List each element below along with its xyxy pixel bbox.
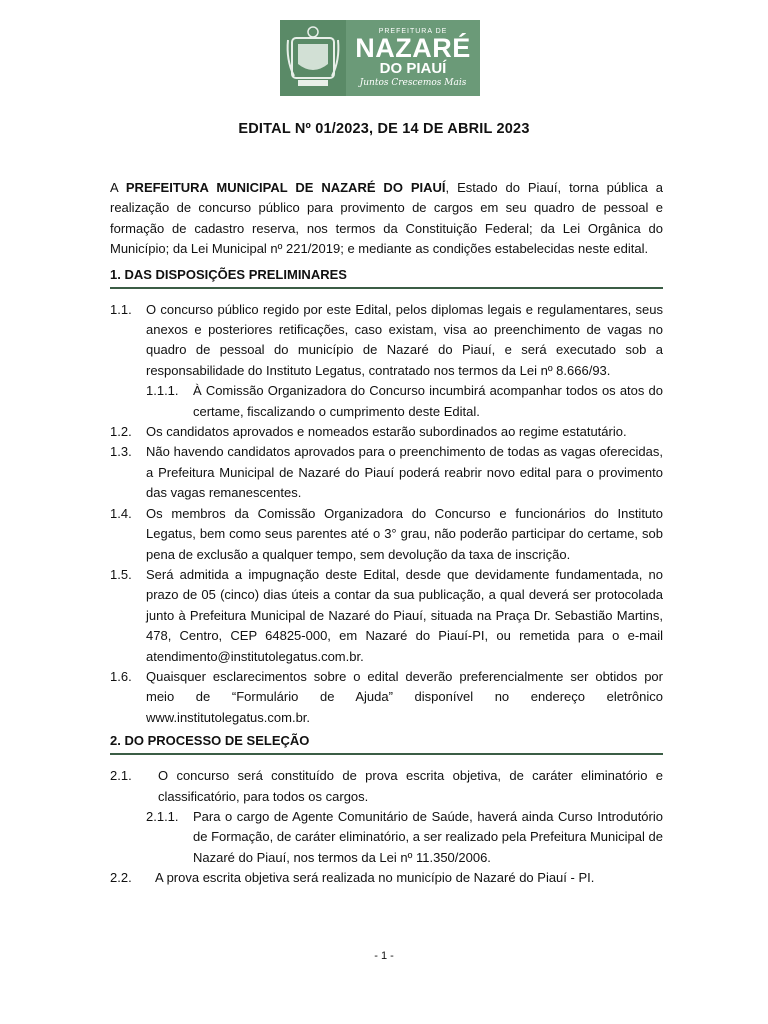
item-number: 1.4. [110,505,132,521]
item-text: Quaisquer esclarecimentos sobre o edital deverão preferencialmente ser obtidos por meio de “Formulário de Ajuda” disponível no endereço eletrônico www.institutolegatus.com.br. [146,668,663,725]
list-subitem [146,807,663,868]
item-number: 1.3. [110,444,132,460]
item-text: À Comissão Organizadora do Concurso incumbirá acompanhar todos os atos do certame, fiscalizando o cumprimento deste Edital. [193,383,663,419]
item-number: 2.1. [110,768,132,784]
list-item [110,667,663,728]
intro-lead: A [110,180,126,195]
list-subitem [146,381,663,422]
intro-entity: PREFEITURA MUNICIPAL DE NAZARÉ DO PIAUÍ [125,180,446,195]
intro-paragraph [110,178,663,260]
document-title: EDITAL Nº 01/2023, DE 14 DE ABRIL 2023 [238,121,530,137]
logo-city: NAZARÉ [355,33,471,63]
item-text: O concurso será constituído de prova escrita objetiva, de caráter eliminatório e classificatório, para todos os cargos. [158,768,663,804]
section-heading-1: 1. DAS DISPOSIÇÕES PRELIMINARES [110,267,663,289]
intro-text: , Estado do Piauí, torna pública a realização de concurso público para provimento de cargos em seu quadro de pessoal e formação de cadastro reserva, nos termos da Constituição Federal; da Lei Orgânica do Município; da Lei Municipal nº 221/2019; e mediante as condições estabelecidas neste edital. [110,180,663,257]
list-item [110,300,663,382]
list-item [110,422,663,442]
document-body [110,178,663,889]
section-heading-2: 2. DO PROCESSO DE SELEÇÃO [110,733,663,755]
item-number: 1.2. [110,424,132,440]
item-text: Para o cargo de Agente Comunitário de Saúde, haverá ainda Curso Introdutório de Formação, de caráter eliminatório, a ser realizado pela Prefeitura Municipal de Nazaré do Piauí, nos termos da Lei nº 11.350/2006. [193,808,663,865]
page-number: - 1 - [374,950,394,962]
item-number: 1.6. [110,668,132,684]
item-number: 1.1. [110,301,132,317]
logo-prefix: PREFEITURA DE [378,28,448,35]
item-text: Será admitida a impugnação deste Edital, desde que devidamente fundamentada, no prazo de 05 (cinco) dias úteis a contar da sua publicação, a qual deverá ser protocolada junto à Prefeitura Municipal de Nazaré do Piauí, situada na Praça Dr. Sebastião Martins, 478, Centro, CEP 64825-000, em Nazaré do Piauí-PI, ou remetida para o e-mail atendimento@institutolegatus.com.br. [146,566,663,664]
list-item [110,565,663,667]
coat-of-arms-icon [280,20,346,96]
list-item [110,442,663,503]
item-number: 1.1.1. [146,383,179,399]
prefeitura-logo [280,20,480,96]
item-number: 1.5. [110,566,132,582]
logo-wordmark [346,20,480,96]
logo-state: DO PIAUÍ [379,60,447,77]
item-text: Os membros da Comissão Organizadora do Concurso e funcionários do Instituto Legatus, bem como seus parentes até o 3° grau, não poderão participar do certame, sob pena de exclusão a qualquer tempo, sem devolução da taxa de inscrição. [146,505,663,562]
item-text: O concurso público regido por este Edital, pelos diplomas legais e regulamentares, seus anexos e posteriores retificações, caso existam, visa ao preenchimento de vagas no quadro de pessoal do município de Nazaré do Piauí, e será executado sob a responsabilidade do Instituto Legatus, contratado nos termos da Lei nº 8.666/93. [146,301,663,378]
item-number: 2.1.1. [146,808,179,824]
list-item [110,766,663,807]
item-text: Os candidatos aprovados e nomeados estarão subordinados ao regime estatutário. [146,424,627,440]
item-text: A prova escrita objetiva será realizada no município de Nazaré do Piauí - PI. [155,870,595,886]
item-text: Não havendo candidatos aprovados para o preenchimento de todas as vagas oferecidas, a Prefeitura Municipal de Nazaré do Piauí poderá reabrir novo edital para o provimento das vagas remanescentes. [146,444,663,501]
list-item [110,868,663,888]
logo-slogan: Juntos Crescemos Mais [359,78,467,88]
list-item [110,504,663,565]
item-number: 2.2. [110,870,132,886]
